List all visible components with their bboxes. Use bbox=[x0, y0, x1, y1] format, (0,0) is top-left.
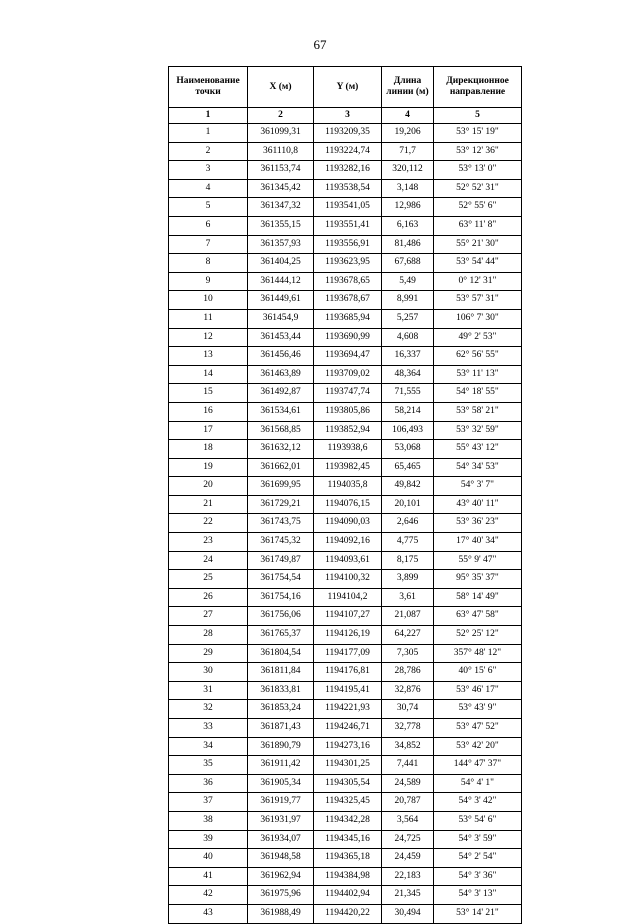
cell-y: 1193685,94 bbox=[314, 309, 382, 328]
cell-direction: 55° 21' 30" bbox=[434, 235, 522, 254]
cell-y: 1194402,94 bbox=[314, 886, 382, 905]
table-row bbox=[169, 514, 522, 533]
cell-direction: 53° 36' 23" bbox=[434, 514, 522, 533]
cell-line-length: 65,465 bbox=[382, 458, 434, 477]
cell-point-name: 4 bbox=[169, 179, 248, 198]
cell-x: 361890,79 bbox=[248, 737, 314, 756]
cell-direction: 49° 2' 53" bbox=[434, 328, 522, 347]
cell-direction: 53° 57' 31" bbox=[434, 291, 522, 310]
table-row bbox=[169, 309, 522, 328]
cell-point-name: 5 bbox=[169, 198, 248, 217]
cell-direction: 54° 2' 54" bbox=[434, 849, 522, 868]
cell-y: 1194301,25 bbox=[314, 756, 382, 775]
cell-direction: 54° 3' 36" bbox=[434, 867, 522, 886]
cell-line-length: 28,786 bbox=[382, 663, 434, 682]
cell-direction: 53° 12' 36" bbox=[434, 142, 522, 161]
cell-y: 1194305,54 bbox=[314, 774, 382, 793]
header-line-length: Длина линии (м) bbox=[382, 67, 434, 108]
cell-point-name: 7 bbox=[169, 235, 248, 254]
cell-y: 1194093,61 bbox=[314, 551, 382, 570]
cell-direction: 53° 13' 0" bbox=[434, 161, 522, 180]
cell-direction: 53° 54' 6" bbox=[434, 811, 522, 830]
cell-y: 1194092,16 bbox=[314, 533, 382, 552]
cell-y: 1193690,99 bbox=[314, 328, 382, 347]
cell-direction: 52° 52' 31" bbox=[434, 179, 522, 198]
column-number: 3 bbox=[314, 108, 382, 124]
cell-direction: 53° 58' 21" bbox=[434, 402, 522, 421]
cell-line-length: 81,486 bbox=[382, 235, 434, 254]
cell-line-length: 20,101 bbox=[382, 495, 434, 514]
table-row bbox=[169, 811, 522, 830]
cell-x: 361110,8 bbox=[248, 142, 314, 161]
cell-y: 1193282,16 bbox=[314, 161, 382, 180]
cell-direction: 63° 47' 58" bbox=[434, 607, 522, 626]
cell-direction: 55° 43' 12" bbox=[434, 440, 522, 459]
table-row bbox=[169, 551, 522, 570]
cell-y: 1193805,86 bbox=[314, 402, 382, 421]
cell-x: 361871,43 bbox=[248, 719, 314, 738]
cell-point-name: 12 bbox=[169, 328, 248, 347]
table-row bbox=[169, 644, 522, 663]
header-x: X (м) bbox=[248, 67, 314, 108]
table-row bbox=[169, 849, 522, 868]
cell-y: 1194090,03 bbox=[314, 514, 382, 533]
cell-direction: 62° 56' 55" bbox=[434, 347, 522, 366]
table-row bbox=[169, 421, 522, 440]
table-row bbox=[169, 477, 522, 496]
cell-direction: 53° 14' 21" bbox=[434, 904, 522, 923]
table-row bbox=[169, 607, 522, 626]
cell-direction: 52° 55' 6" bbox=[434, 198, 522, 217]
cell-line-length: 8,991 bbox=[382, 291, 434, 310]
cell-direction: 106° 7' 30" bbox=[434, 309, 522, 328]
cell-x: 361568,85 bbox=[248, 421, 314, 440]
cell-point-name: 15 bbox=[169, 384, 248, 403]
cell-y: 1194221,93 bbox=[314, 700, 382, 719]
cell-line-length: 32,876 bbox=[382, 681, 434, 700]
cell-y: 1194100,32 bbox=[314, 570, 382, 589]
cell-line-length: 49,842 bbox=[382, 477, 434, 496]
cell-line-length: 67,688 bbox=[382, 254, 434, 273]
table-row bbox=[169, 179, 522, 198]
table-row bbox=[169, 142, 522, 161]
cell-direction: 52° 25' 12" bbox=[434, 626, 522, 645]
cell-x: 361948,58 bbox=[248, 849, 314, 868]
cell-line-length: 2,646 bbox=[382, 514, 434, 533]
table-row bbox=[169, 570, 522, 589]
cell-x: 361756,06 bbox=[248, 607, 314, 626]
cell-direction: 53° 11' 13" bbox=[434, 365, 522, 384]
cell-y: 1193224,74 bbox=[314, 142, 382, 161]
cell-y: 1194342,28 bbox=[314, 811, 382, 830]
cell-x: 361357,93 bbox=[248, 235, 314, 254]
cell-y: 1193538,54 bbox=[314, 179, 382, 198]
table-row bbox=[169, 588, 522, 607]
cell-x: 361463,89 bbox=[248, 365, 314, 384]
cell-point-name: 30 bbox=[169, 663, 248, 682]
table-row bbox=[169, 235, 522, 254]
cell-line-length: 24,725 bbox=[382, 830, 434, 849]
column-number: 1 bbox=[169, 108, 248, 124]
cell-line-length: 320,112 bbox=[382, 161, 434, 180]
table-row bbox=[169, 886, 522, 905]
cell-line-length: 4,775 bbox=[382, 533, 434, 552]
table-row bbox=[169, 904, 522, 923]
table-row bbox=[169, 681, 522, 700]
cell-x: 361345,42 bbox=[248, 179, 314, 198]
cell-y: 1193694,47 bbox=[314, 347, 382, 366]
cell-point-name: 13 bbox=[169, 347, 248, 366]
table-row bbox=[169, 774, 522, 793]
cell-x: 361347,32 bbox=[248, 198, 314, 217]
cell-direction: 58° 14' 49" bbox=[434, 588, 522, 607]
table-row bbox=[169, 793, 522, 812]
cell-line-length: 106,493 bbox=[382, 421, 434, 440]
cell-direction: 53° 43' 9" bbox=[434, 700, 522, 719]
cell-y: 1193982,45 bbox=[314, 458, 382, 477]
cell-x: 361804,54 bbox=[248, 644, 314, 663]
cell-x: 361833,81 bbox=[248, 681, 314, 700]
cell-x: 361754,16 bbox=[248, 588, 314, 607]
cell-direction: 53° 54' 44" bbox=[434, 254, 522, 273]
cell-y: 1193709,02 bbox=[314, 365, 382, 384]
header-point-name: Наименование точки bbox=[169, 67, 248, 108]
cell-point-name: 16 bbox=[169, 402, 248, 421]
cell-point-name: 39 bbox=[169, 830, 248, 849]
cell-point-name: 6 bbox=[169, 216, 248, 235]
cell-y: 1193209,35 bbox=[314, 124, 382, 143]
cell-point-name: 24 bbox=[169, 551, 248, 570]
cell-x: 361699,95 bbox=[248, 477, 314, 496]
cell-point-name: 23 bbox=[169, 533, 248, 552]
coordinates-table bbox=[168, 66, 522, 924]
cell-point-name: 43 bbox=[169, 904, 248, 923]
cell-point-name: 26 bbox=[169, 588, 248, 607]
cell-point-name: 22 bbox=[169, 514, 248, 533]
cell-y: 1194246,71 bbox=[314, 719, 382, 738]
cell-y: 1194126,19 bbox=[314, 626, 382, 645]
cell-x: 361099,31 bbox=[248, 124, 314, 143]
cell-line-length: 3,148 bbox=[382, 179, 434, 198]
cell-line-length: 30,494 bbox=[382, 904, 434, 923]
cell-line-length: 20,787 bbox=[382, 793, 434, 812]
header-direction: Дирекционное направление bbox=[434, 67, 522, 108]
cell-point-name: 37 bbox=[169, 793, 248, 812]
cell-direction: 53° 42' 20" bbox=[434, 737, 522, 756]
cell-direction: 0° 12' 31" bbox=[434, 272, 522, 291]
table-row bbox=[169, 365, 522, 384]
cell-x: 361355,15 bbox=[248, 216, 314, 235]
cell-point-name: 27 bbox=[169, 607, 248, 626]
cell-line-length: 21,087 bbox=[382, 607, 434, 626]
cell-point-name: 19 bbox=[169, 458, 248, 477]
cell-direction: 357° 48' 12" bbox=[434, 644, 522, 663]
cell-x: 361765,37 bbox=[248, 626, 314, 645]
cell-point-name: 20 bbox=[169, 477, 248, 496]
table-row bbox=[169, 347, 522, 366]
cell-x: 361911,42 bbox=[248, 756, 314, 775]
cell-x: 361449,61 bbox=[248, 291, 314, 310]
cell-x: 361743,75 bbox=[248, 514, 314, 533]
cell-x: 361745,32 bbox=[248, 533, 314, 552]
table-row bbox=[169, 756, 522, 775]
cell-point-name: 41 bbox=[169, 867, 248, 886]
cell-direction: 144° 47' 37" bbox=[434, 756, 522, 775]
cell-y: 1194345,16 bbox=[314, 830, 382, 849]
table-row bbox=[169, 216, 522, 235]
cell-x: 361444,12 bbox=[248, 272, 314, 291]
table-row bbox=[169, 328, 522, 347]
header-y: Y (м) bbox=[314, 67, 382, 108]
table-row bbox=[169, 719, 522, 738]
cell-line-length: 24,589 bbox=[382, 774, 434, 793]
cell-x: 361153,74 bbox=[248, 161, 314, 180]
cell-x: 361749,87 bbox=[248, 551, 314, 570]
cell-y: 1193852,94 bbox=[314, 421, 382, 440]
cell-y: 1193678,67 bbox=[314, 291, 382, 310]
cell-point-name: 9 bbox=[169, 272, 248, 291]
cell-direction: 54° 34' 53" bbox=[434, 458, 522, 477]
cell-line-length: 22,183 bbox=[382, 867, 434, 886]
cell-point-name: 14 bbox=[169, 365, 248, 384]
cell-line-length: 48,364 bbox=[382, 365, 434, 384]
cell-x: 361754,54 bbox=[248, 570, 314, 589]
table-row bbox=[169, 867, 522, 886]
cell-direction: 40° 15' 6" bbox=[434, 663, 522, 682]
cell-direction: 54° 3' 7" bbox=[434, 477, 522, 496]
cell-y: 1193541,05 bbox=[314, 198, 382, 217]
cell-x: 361632,12 bbox=[248, 440, 314, 459]
cell-line-length: 12,986 bbox=[382, 198, 434, 217]
cell-y: 1194273,16 bbox=[314, 737, 382, 756]
table-row bbox=[169, 198, 522, 217]
cell-x: 361931,97 bbox=[248, 811, 314, 830]
cell-line-length: 24,459 bbox=[382, 849, 434, 868]
table-row bbox=[169, 161, 522, 180]
cell-line-length: 21,345 bbox=[382, 886, 434, 905]
cell-direction: 54° 3' 13" bbox=[434, 886, 522, 905]
cell-y: 1193556,91 bbox=[314, 235, 382, 254]
cell-point-name: 28 bbox=[169, 626, 248, 645]
cell-y: 1194325,45 bbox=[314, 793, 382, 812]
cell-x: 361492,87 bbox=[248, 384, 314, 403]
cell-point-name: 21 bbox=[169, 495, 248, 514]
cell-line-length: 3,564 bbox=[382, 811, 434, 830]
cell-point-name: 38 bbox=[169, 811, 248, 830]
page-number: 67 bbox=[313, 37, 327, 52]
table-row bbox=[169, 663, 522, 682]
cell-point-name: 29 bbox=[169, 644, 248, 663]
cell-point-name: 11 bbox=[169, 309, 248, 328]
cell-line-length: 71,7 bbox=[382, 142, 434, 161]
cell-line-length: 3,899 bbox=[382, 570, 434, 589]
cell-line-length: 53,068 bbox=[382, 440, 434, 459]
cell-point-name: 32 bbox=[169, 700, 248, 719]
cell-line-length: 5,49 bbox=[382, 272, 434, 291]
column-number: 5 bbox=[434, 108, 522, 124]
cell-point-name: 8 bbox=[169, 254, 248, 273]
cell-x: 361853,24 bbox=[248, 700, 314, 719]
cell-line-length: 71,555 bbox=[382, 384, 434, 403]
cell-y: 1194076,15 bbox=[314, 495, 382, 514]
cell-direction: 53° 15' 19" bbox=[434, 124, 522, 143]
cell-direction: 54° 18' 55" bbox=[434, 384, 522, 403]
cell-point-name: 42 bbox=[169, 886, 248, 905]
cell-direction: 53° 46' 17" bbox=[434, 681, 522, 700]
cell-line-length: 16,337 bbox=[382, 347, 434, 366]
table-row bbox=[169, 458, 522, 477]
cell-direction: 17° 40' 34" bbox=[434, 533, 522, 552]
cell-y: 1194107,27 bbox=[314, 607, 382, 626]
table-row bbox=[169, 254, 522, 273]
cell-direction: 53° 32' 59" bbox=[434, 421, 522, 440]
cell-line-length: 5,257 bbox=[382, 309, 434, 328]
cell-point-name: 33 bbox=[169, 719, 248, 738]
cell-direction: 53° 47' 52" bbox=[434, 719, 522, 738]
cell-point-name: 10 bbox=[169, 291, 248, 310]
column-number-row bbox=[169, 108, 522, 124]
table-row bbox=[169, 495, 522, 514]
table-row bbox=[169, 440, 522, 459]
cell-x: 361662,01 bbox=[248, 458, 314, 477]
cell-y: 1193551,41 bbox=[314, 216, 382, 235]
cell-line-length: 19,206 bbox=[382, 124, 434, 143]
cell-y: 1194035,8 bbox=[314, 477, 382, 496]
cell-x: 361905,34 bbox=[248, 774, 314, 793]
cell-point-name: 3 bbox=[169, 161, 248, 180]
table-row bbox=[169, 737, 522, 756]
cell-line-length: 7,441 bbox=[382, 756, 434, 775]
cell-y: 1193623,95 bbox=[314, 254, 382, 273]
column-number: 4 bbox=[382, 108, 434, 124]
cell-y: 1193747,74 bbox=[314, 384, 382, 403]
cell-line-length: 8,175 bbox=[382, 551, 434, 570]
cell-x: 361404,25 bbox=[248, 254, 314, 273]
cell-x: 361934,07 bbox=[248, 830, 314, 849]
cell-line-length: 32,778 bbox=[382, 719, 434, 738]
cell-x: 361975,96 bbox=[248, 886, 314, 905]
cell-y: 1194176,81 bbox=[314, 663, 382, 682]
cell-line-length: 58,214 bbox=[382, 402, 434, 421]
cell-y: 1194420,22 bbox=[314, 904, 382, 923]
cell-point-name: 40 bbox=[169, 849, 248, 868]
table-body bbox=[169, 108, 522, 924]
cell-x: 361454,9 bbox=[248, 309, 314, 328]
cell-direction: 95° 35' 37" bbox=[434, 570, 522, 589]
cell-y: 1194104,2 bbox=[314, 588, 382, 607]
cell-direction: 54° 3' 59" bbox=[434, 830, 522, 849]
table-row bbox=[169, 700, 522, 719]
cell-direction: 54° 3' 42" bbox=[434, 793, 522, 812]
cell-y: 1193938,6 bbox=[314, 440, 382, 459]
cell-x: 361534,61 bbox=[248, 402, 314, 421]
cell-x: 361453,44 bbox=[248, 328, 314, 347]
cell-y: 1194365,18 bbox=[314, 849, 382, 868]
cell-y: 1194384,98 bbox=[314, 867, 382, 886]
cell-point-name: 18 bbox=[169, 440, 248, 459]
cell-direction: 54° 4' 1" bbox=[434, 774, 522, 793]
table-row bbox=[169, 626, 522, 645]
cell-x: 361962,94 bbox=[248, 867, 314, 886]
cell-y: 1194195,41 bbox=[314, 681, 382, 700]
cell-x: 361456,46 bbox=[248, 347, 314, 366]
cell-line-length: 6,163 bbox=[382, 216, 434, 235]
cell-line-length: 64,227 bbox=[382, 626, 434, 645]
cell-direction: 55° 9' 47" bbox=[434, 551, 522, 570]
table-row bbox=[169, 402, 522, 421]
table-row bbox=[169, 533, 522, 552]
table-row bbox=[169, 830, 522, 849]
table-row bbox=[169, 124, 522, 143]
cell-direction: 63° 11' 8" bbox=[434, 216, 522, 235]
cell-line-length: 3,61 bbox=[382, 588, 434, 607]
cell-line-length: 4,608 bbox=[382, 328, 434, 347]
column-number: 2 bbox=[248, 108, 314, 124]
cell-direction: 43° 40' 11" bbox=[434, 495, 522, 514]
cell-line-length: 34,852 bbox=[382, 737, 434, 756]
cell-x: 361729,21 bbox=[248, 495, 314, 514]
table-row bbox=[169, 291, 522, 310]
cell-x: 361919,77 bbox=[248, 793, 314, 812]
cell-point-name: 2 bbox=[169, 142, 248, 161]
table-row bbox=[169, 272, 522, 291]
cell-line-length: 7,305 bbox=[382, 644, 434, 663]
cell-x: 361811,84 bbox=[248, 663, 314, 682]
table-row bbox=[169, 384, 522, 403]
cell-point-name: 34 bbox=[169, 737, 248, 756]
cell-y: 1194177,09 bbox=[314, 644, 382, 663]
cell-point-name: 17 bbox=[169, 421, 248, 440]
cell-point-name: 35 bbox=[169, 756, 248, 775]
table-header-row bbox=[169, 67, 522, 108]
cell-point-name: 25 bbox=[169, 570, 248, 589]
cell-line-length: 30,74 bbox=[382, 700, 434, 719]
cell-point-name: 31 bbox=[169, 681, 248, 700]
cell-x: 361988,49 bbox=[248, 904, 314, 923]
cell-y: 1193678,65 bbox=[314, 272, 382, 291]
cell-point-name: 36 bbox=[169, 774, 248, 793]
cell-point-name: 1 bbox=[169, 124, 248, 143]
